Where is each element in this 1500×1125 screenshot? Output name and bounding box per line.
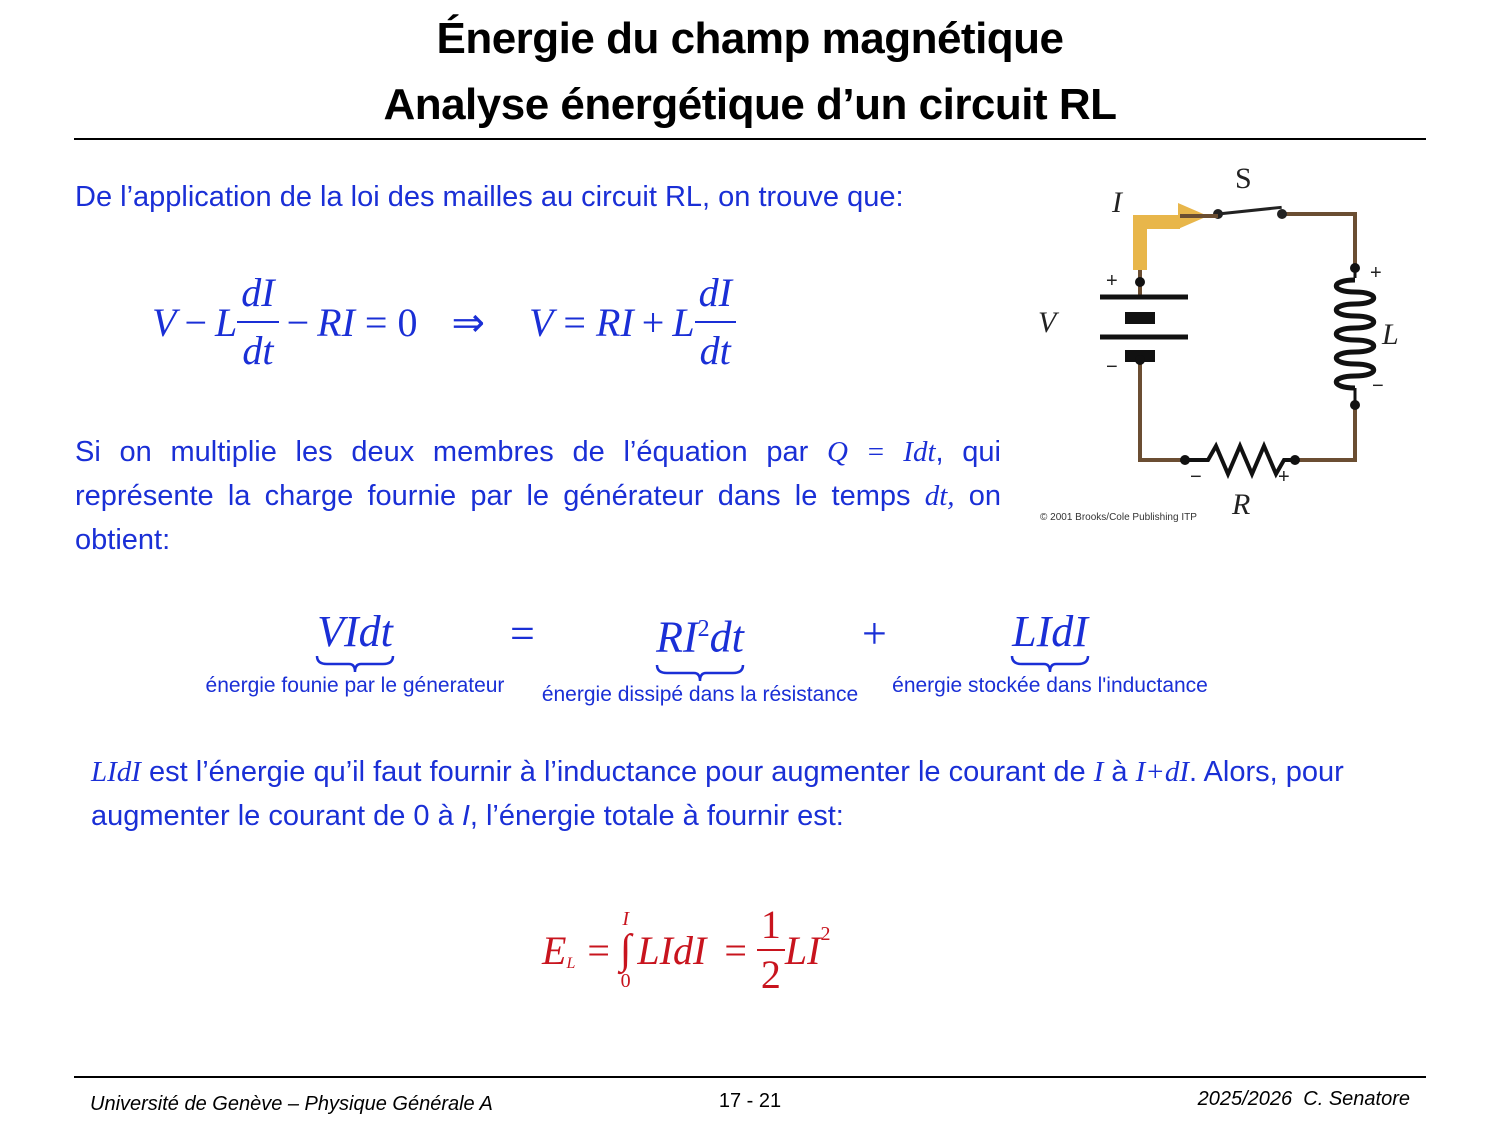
- dt-term: dt,: [924, 480, 955, 512]
- label-resistor: énergie dissipé dans la résistance: [541, 682, 859, 706]
- eq3-lower-limit: 0: [620, 970, 631, 992]
- eq3-numerator: 1: [757, 901, 785, 951]
- term-ri2dt: [540, 604, 860, 663]
- footer-university: Université de Genève – Physique Générale A: [90, 1093, 493, 1115]
- circuit-copyright: © 2001 Brooks/Cole Publishing ITP: [1040, 512, 1197, 523]
- eq3-fraction: [757, 901, 785, 999]
- eq3-LI: LI: [784, 927, 821, 973]
- eq3-E: E: [542, 927, 567, 973]
- intro-text: De l’application de la loi des mailles au circuit RL, on trouve que:: [75, 181, 904, 213]
- eq1-numerator: dI: [237, 265, 278, 323]
- circuit-label-V: V: [1038, 306, 1057, 339]
- eq1-V: V: [152, 299, 177, 345]
- eq3-subscript-L: L: [566, 955, 576, 972]
- circuit-label-S: S: [1235, 162, 1252, 195]
- eq3-equals: =: [587, 927, 610, 973]
- energy-paragraph: [91, 750, 1391, 838]
- inductor-plus: +: [1370, 262, 1382, 284]
- rl-circuit-diagram: [1030, 160, 1430, 535]
- circuit-label-R: R: [1232, 488, 1251, 521]
- multiply-paragraph: [75, 430, 1001, 562]
- energy-a: à: [1103, 756, 1136, 788]
- eq3-upper-limit: I: [622, 908, 629, 930]
- footer-divider: [74, 1076, 1426, 1078]
- term-resistor-energy: [540, 604, 860, 707]
- footer-page-number: 17 - 21: [718, 1090, 782, 1112]
- eq1-fraction2: [695, 265, 736, 379]
- eq1-plus: +: [641, 299, 665, 345]
- eq1-equals2: =: [563, 299, 586, 345]
- circuit-label-L: L: [1382, 318, 1399, 351]
- current-I: I: [1093, 756, 1104, 788]
- header-divider: [74, 138, 1426, 140]
- label-inductor: énergie stockée dans l'inductance: [892, 674, 1208, 697]
- energy-text1: est l’énergie qu’il faut fournir à l’inductance pour augmenter le courant de: [140, 756, 1094, 788]
- page-title-line1: Énergie du champ magnétique: [436, 14, 1064, 63]
- underbrace-icon: [655, 663, 745, 683]
- eq1-minus2: −: [286, 299, 310, 345]
- page-title-line2: Analyse énergétique d’un circuit RL: [383, 80, 1117, 129]
- eq1-zero: 0: [397, 299, 418, 345]
- eq1-implies: ⇒: [451, 299, 485, 345]
- term-vidt: VIdt: [317, 607, 393, 656]
- resistor-minus: −: [1190, 466, 1202, 488]
- eq1-fraction: [237, 265, 278, 379]
- eq1-V2: V: [528, 299, 554, 345]
- multiply-part1: Si on multiplie les deux membres de l’équation par: [75, 436, 827, 468]
- eq3-integral: [620, 909, 632, 991]
- eq1-L: L: [215, 299, 238, 345]
- underbrace-icon: [1010, 654, 1090, 674]
- eq3-exponent: 2: [820, 923, 831, 945]
- eq1-L2: L: [672, 299, 695, 345]
- eq1-numerator2: dI: [695, 265, 736, 323]
- battery-minus: −: [1106, 356, 1118, 378]
- label-generator: énergie founie par le génerateur: [205, 674, 505, 697]
- current-I2: I: [461, 800, 470, 832]
- eq1-minus: −: [184, 299, 207, 345]
- eq3-denominator: 2: [760, 952, 781, 997]
- multiply-part3: on obtient:: [75, 480, 1001, 556]
- eq1-denominator2: dt: [699, 328, 731, 373]
- eq1-RI2: RI: [595, 299, 634, 345]
- eq1-equals: =: [364, 299, 388, 345]
- footer-year-author: 2025/2026 C. Senatore: [1197, 1088, 1410, 1110]
- term-ri: RI: [656, 612, 698, 662]
- inductor-minus: −: [1372, 375, 1384, 397]
- circuit-label-I: I: [1112, 186, 1122, 219]
- equation-kirchhoff: [152, 262, 736, 382]
- term-inductor-energy: [890, 607, 1210, 698]
- underbrace-icon: [315, 654, 395, 674]
- charge-expression: Q = Idt: [826, 436, 936, 468]
- lidi-term: LIdI: [91, 756, 141, 788]
- eq1-denominator: dt: [242, 328, 274, 373]
- multiply-part2: , qui représente la charge fournie par le générateur dans le temps: [75, 436, 1001, 512]
- eq2-plus: +: [862, 609, 887, 658]
- current-I-plus-dI: I+dI: [1135, 756, 1190, 788]
- term-generator-energy: [200, 607, 510, 698]
- battery-plus: +: [1106, 270, 1118, 292]
- equation-inductor-energy: [542, 895, 830, 1005]
- eq3-integrand: LIdI: [637, 927, 707, 973]
- eq2-equals: =: [510, 609, 535, 658]
- term-lidi: LIdI: [1012, 607, 1088, 656]
- eq1-RI: RI: [317, 299, 355, 345]
- eq3-integral-sign: ∫: [619, 927, 632, 973]
- term-dt: dt: [709, 612, 744, 662]
- circuit-svg: [1030, 160, 1430, 535]
- resistor-plus: +: [1278, 466, 1290, 488]
- energy-text2: . Alors, pour augmenter le courant de 0 à: [91, 756, 1344, 832]
- energy-text3: , l’énergie totale à fournir est:: [469, 800, 844, 832]
- term-exponent: 2: [697, 616, 710, 642]
- eq3-equals2: =: [724, 927, 747, 973]
